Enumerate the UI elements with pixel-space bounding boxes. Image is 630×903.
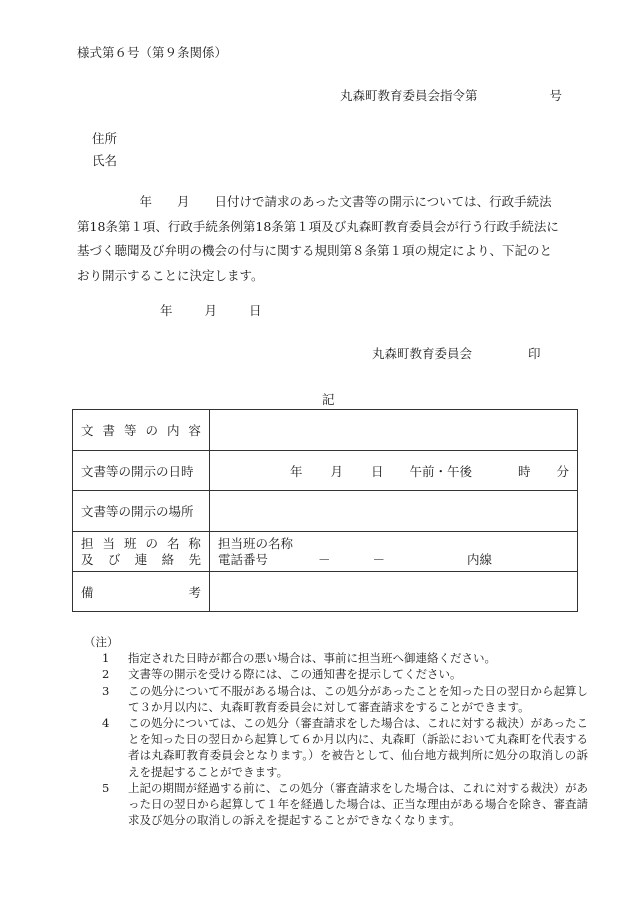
- section-name-label: 担当班の名称: [218, 535, 294, 551]
- phone-label: 電話番号: [218, 551, 269, 567]
- table-label-cell: 文書等の開示の場所: [73, 491, 210, 532]
- label-char: 及: [81, 551, 94, 567]
- label-char: の: [145, 423, 158, 438]
- label-line1: [81, 536, 201, 552]
- contact-cell: [210, 532, 578, 572]
- label-char: 考: [188, 584, 201, 600]
- label-char: 当: [102, 535, 115, 551]
- body-line: 第18条第１項、行政手続条例第18条第１項及び丸森町教育委員会が行う行政手続法に: [77, 218, 559, 234]
- label-char: 称: [188, 535, 201, 551]
- address-label: 住所: [92, 131, 118, 146]
- disclosure-table: [72, 409, 578, 612]
- table-row: [73, 451, 578, 491]
- note-number: 2: [102, 667, 110, 682]
- note-text: この処分については、この処分（審査請求をした場合は、これに対する裁決）があったことを知った日の翌日から起算して６か月以内に、丸森町（訴訟において丸森町を代表する者は丸森町教育委員会となります。）を被告として、仙台地方裁判所に処分の取消しの訴えを提起することができます。: [128, 716, 588, 779]
- label-remarks: [81, 583, 201, 601]
- table-label-cell: [73, 572, 210, 612]
- dt-day: 日: [371, 463, 384, 479]
- document-contents-cell: [210, 410, 578, 451]
- body-paragraph: [77, 190, 585, 288]
- note-text: この処分について不服がある場合は、この処分があったことを知った日の翌日から起算して３か月以内に、丸森町教育委員会に対して審査請求をすることができます。: [128, 683, 588, 714]
- note-text: 上記の期間が経過する前に、この処分（審査請求をした場合は、これに対する裁決）があった日の翌日から起算して１年を経過した場合は、正当な理由がある場合を除き、審査請求及び処分の取消しの訴えを提起することができなくなります。: [128, 780, 588, 828]
- note-text: 指定された日時が都合の悪い場合は、事前に担当班へ御連絡ください。: [128, 651, 496, 666]
- form-number: 様式第６号（第９条関係）: [77, 45, 228, 60]
- issue-date-line: [160, 301, 261, 319]
- issuer-name: 丸森町教育委員会: [372, 346, 473, 361]
- date-day: 日: [248, 303, 262, 318]
- extension-label: 内線: [467, 551, 493, 567]
- note-number: 4: [102, 716, 110, 731]
- table-row: [73, 491, 578, 532]
- phone-dash: －: [372, 551, 386, 567]
- label-char: 内: [166, 423, 180, 438]
- notes-section: [84, 634, 588, 828]
- label-char: 容: [188, 423, 201, 438]
- label-char: 絡: [161, 551, 175, 567]
- label-char: 名: [166, 535, 180, 551]
- date-year: 年: [160, 303, 173, 318]
- label-char: 備: [81, 584, 94, 600]
- disclosure-datetime-cell: [210, 451, 578, 491]
- label-contents: [81, 421, 201, 439]
- issuer-line: [372, 344, 541, 362]
- body-line: 基づく聴聞及び弁明の機会の付与に関する規則第８条第１項の規定により、下記のと: [77, 243, 553, 258]
- label-char: の: [145, 535, 158, 551]
- table-label-cell: 文書等の開示の日時: [73, 451, 210, 491]
- note-item: [88, 715, 588, 780]
- table-label-cell: [73, 410, 210, 451]
- order-suffix: 号: [549, 88, 563, 103]
- dt-hour: 時: [517, 463, 531, 479]
- note-text: 文書等の開示を受ける際には、この通知書を提示してください。: [128, 667, 462, 682]
- order-number-line: [340, 86, 562, 104]
- dt-year: 年: [290, 463, 303, 479]
- label-line2: [81, 552, 201, 568]
- dt-minute: 分: [556, 463, 569, 479]
- note-item: [88, 683, 588, 715]
- table-row: [73, 572, 578, 612]
- notes-header: （注）: [84, 635, 119, 649]
- name-label: 氏名: [92, 153, 118, 168]
- label-char: 担: [81, 535, 94, 551]
- note-item: [88, 666, 588, 682]
- phone-dash: －: [318, 551, 331, 567]
- label-char: 連: [134, 551, 148, 567]
- date-month: 月: [204, 303, 217, 318]
- disclosure-place-cell: [210, 491, 578, 532]
- note-number: 5: [102, 780, 110, 795]
- label-char: 文: [81, 423, 94, 438]
- body-line: 年 月 日付けで請求のあった文書等の開示については、行政手続法: [77, 194, 552, 209]
- body-line: おり開示することに決定します。: [77, 267, 264, 283]
- note-number: 1: [102, 651, 110, 666]
- table-row: [73, 410, 578, 451]
- order-prefix: 丸森町教育委員会指令第: [340, 88, 478, 103]
- dt-ampm: 午前・午後: [409, 463, 473, 479]
- table-row: [73, 532, 578, 572]
- remarks-cell: [210, 572, 578, 612]
- label-char: 先: [188, 551, 201, 567]
- note-number: 3: [102, 683, 110, 698]
- ki-label: 記: [322, 392, 335, 407]
- seal-mark: 印: [528, 346, 541, 361]
- datetime-fields: [218, 462, 569, 480]
- table-label-cell: [73, 532, 210, 572]
- label-char: 等: [123, 423, 137, 438]
- label-char: 書: [102, 423, 115, 438]
- note-item: [88, 650, 588, 666]
- label-char: 班: [123, 535, 137, 551]
- note-item: [88, 780, 588, 829]
- dt-month: 月: [330, 463, 344, 479]
- phone-line: [218, 552, 569, 568]
- label-char: び: [107, 551, 121, 567]
